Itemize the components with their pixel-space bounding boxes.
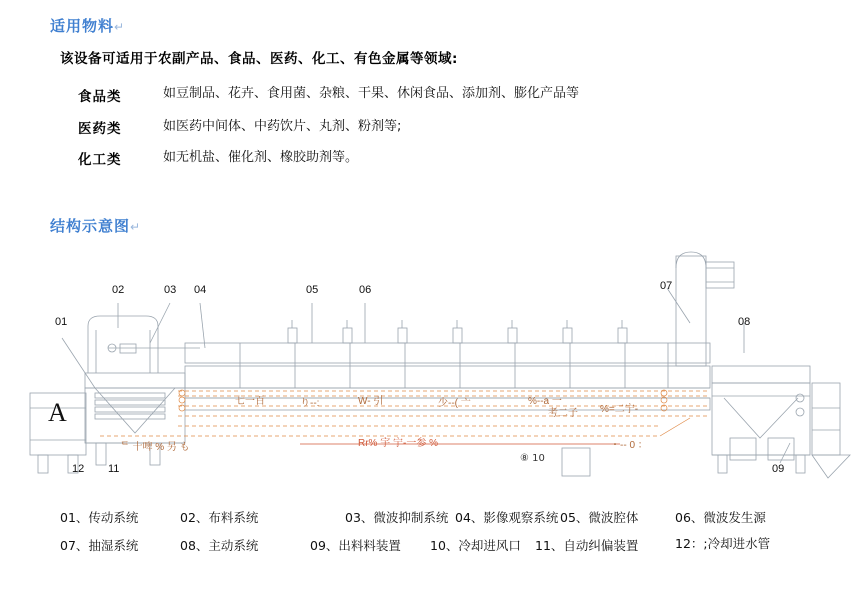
diagram-svg bbox=[0, 248, 868, 498]
callout-06: 06 bbox=[359, 284, 372, 296]
inner-label-lower-1: ᄐ 十啤 % 另 も bbox=[120, 442, 190, 453]
section-title-structure-text: 结构示意图 bbox=[50, 217, 131, 235]
inner-label-6: 考二子 bbox=[548, 408, 578, 419]
legend-item-11: 11、自动纠偏装置 bbox=[535, 538, 639, 553]
structure-diagram bbox=[0, 248, 868, 498]
inner-label-2: り--: bbox=[300, 398, 320, 409]
legend-row-1 bbox=[60, 505, 850, 533]
legend-item-03: 03、微波抑制系统 bbox=[345, 510, 449, 525]
pilcrow-icon: ↵ bbox=[114, 20, 126, 34]
diagram-mark-10: ⑧ 10 bbox=[520, 453, 545, 464]
category-label-pharma: 医药类 bbox=[78, 121, 122, 137]
category-text-pharma: 如医药中间体、中药饮片、丸剂、粉剂等; bbox=[163, 119, 402, 134]
inner-label-4: 少--( 亠 bbox=[438, 398, 471, 409]
legend-item-04: 04、影像观察系统 bbox=[455, 510, 559, 525]
inner-label-1: 七一百 bbox=[235, 396, 265, 407]
inner-label-5: %--a 一 bbox=[528, 396, 562, 407]
category-text-chemical: 如无机盐、催化剂、橡胶助剂等。 bbox=[163, 150, 359, 165]
callout-11: 11 bbox=[108, 463, 120, 475]
callout-04: 04 bbox=[194, 284, 207, 296]
legend-item-05: 05、微波腔体 bbox=[560, 510, 639, 525]
legend-item-09: 09、出料料装置 bbox=[310, 538, 401, 553]
intro-paragraph: 该设备可适用于农副产品、食品、医药、化工、有色金属等领域: bbox=[60, 51, 458, 67]
callout-07: 07 bbox=[660, 280, 673, 292]
category-text-food: 如豆制品、花卉、食用菌、杂粮、干果、休闲食品、添加剂、膨化产品等 bbox=[163, 86, 580, 101]
legend-item-10: 10、冷却进风口 bbox=[430, 538, 521, 553]
callout-05: 05 bbox=[306, 284, 319, 296]
legend-item-01: 01、传动系统 bbox=[60, 510, 139, 525]
legend bbox=[60, 505, 850, 561]
callout-08: 08 bbox=[738, 316, 751, 328]
legend-item-06: 06、微波发生源 bbox=[675, 510, 766, 525]
legend-item-02: 02、布料系统 bbox=[180, 510, 259, 525]
callout-03: 03 bbox=[164, 284, 177, 296]
legend-item-12: 12：;冷却进水管 bbox=[675, 536, 771, 551]
legend-item-07: 07、抽湿系统 bbox=[60, 538, 139, 553]
diagram-corner-letter: A bbox=[48, 398, 67, 427]
callout-01: 01 bbox=[55, 316, 68, 328]
section-title-structure bbox=[50, 215, 141, 236]
section-title-materials bbox=[50, 15, 125, 36]
category-label-chemical: 化工类 bbox=[78, 152, 122, 168]
legend-item-08: 08、主动系统 bbox=[180, 538, 259, 553]
callout-09: 09 bbox=[772, 463, 785, 475]
section-title-materials-text: 适用物料 bbox=[50, 17, 115, 35]
inner-label-lower-2: Rr% 宇 宁-一参 % bbox=[358, 438, 438, 449]
callout-12: 12 bbox=[72, 463, 85, 475]
inner-label-7: %=二宁- bbox=[600, 404, 639, 415]
category-label-food: 食品类 bbox=[78, 89, 122, 105]
legend-row-2 bbox=[60, 533, 850, 561]
callout-02: 02 bbox=[112, 284, 125, 296]
pilcrow-icon-2: ↵ bbox=[130, 220, 142, 234]
inner-label-8: ・-- 0 ： bbox=[610, 440, 648, 451]
inner-label-3: W- 引 bbox=[358, 396, 384, 407]
